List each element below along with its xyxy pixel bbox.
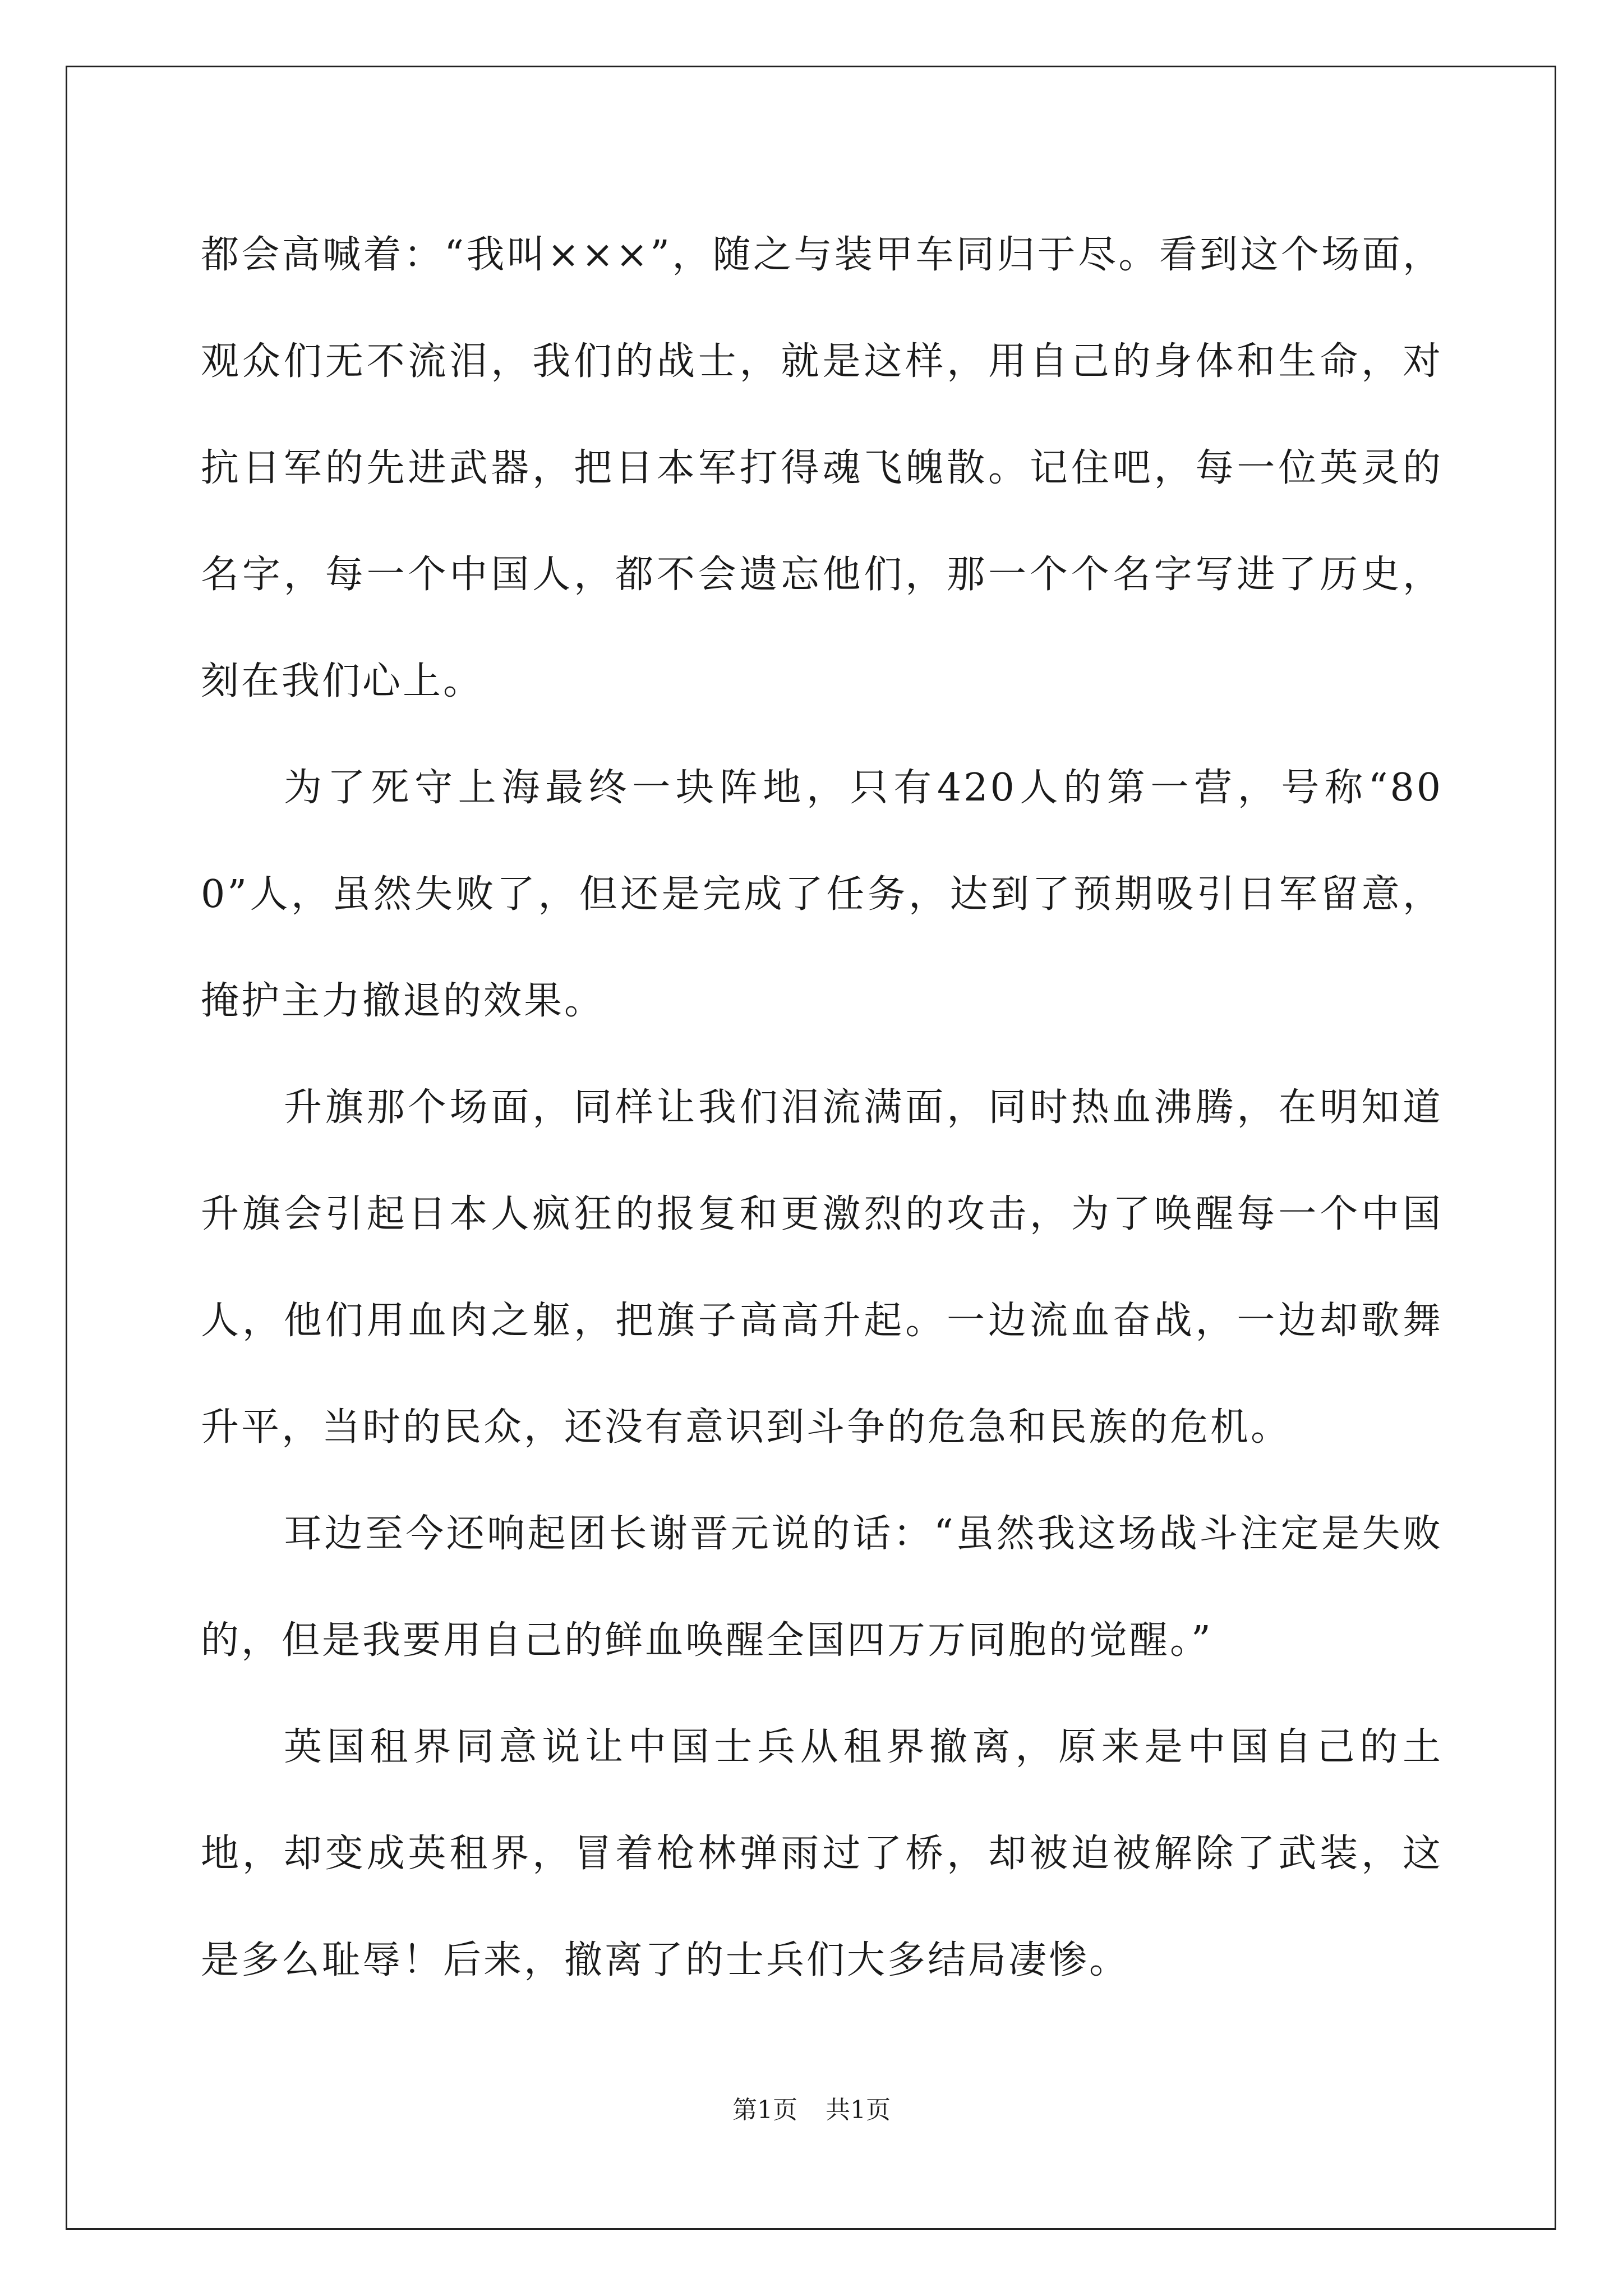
- paragraph-1: 都会高喊着：“我叫×××”，随之与装甲车同归于尽。看到这个场面，观众们无不流泪，我们的战士，就是这样，用自己的身体和生命，对抗日军的先进武器，把日本军打得魂飞魄散。记住吧，每一位英灵的名字，每一个中国人，都不会遗忘他们，那一个个名字写进了历史，刻在我们心上。: [201, 233, 1443, 703]
- page-footer: [0, 2093, 1623, 2127]
- document-body: [201, 202, 1443, 2014]
- paragraph-5: 英国租界同意说让中国士兵从租界撤离，原来是中国自己的土地，却变成英租界，冒着枪林弹雨过了桥，却被迫被解除了武装，这是多么耻辱！后来，撤离了的士兵们大多结局凄惨。: [201, 1725, 1443, 1982]
- page-number: 第1页: [732, 2096, 797, 2124]
- paragraph-2: 为了死守上海最终一块阵地，只有420人的第一营，号称“800”人，虽然失败了，但还是完成了任务，达到了预期吸引日军留意，掩护主力撤退的效果。: [201, 766, 1443, 1023]
- page-count: 共1页: [826, 2096, 891, 2124]
- paragraph-4: 耳边至今还响起团长谢晋元说的话：“虽然我这场战斗注定是失败的，但是我要用自己的鲜血唤醒全国四万万同胞的觉醒。”: [201, 1512, 1443, 1663]
- paragraph-3: 升旗那个场面，同样让我们泪流满面，同时热血沸腾，在明知道升旗会引起日本人疯狂的报复和更激烈的攻击，为了唤醒每一个中国人，他们用血肉之躯，把旗子高高升起。一边流血奋战，一边却歌舞升平，当时的民众，还没有意识到斗争的危急和民族的危机。: [201, 1085, 1443, 1450]
